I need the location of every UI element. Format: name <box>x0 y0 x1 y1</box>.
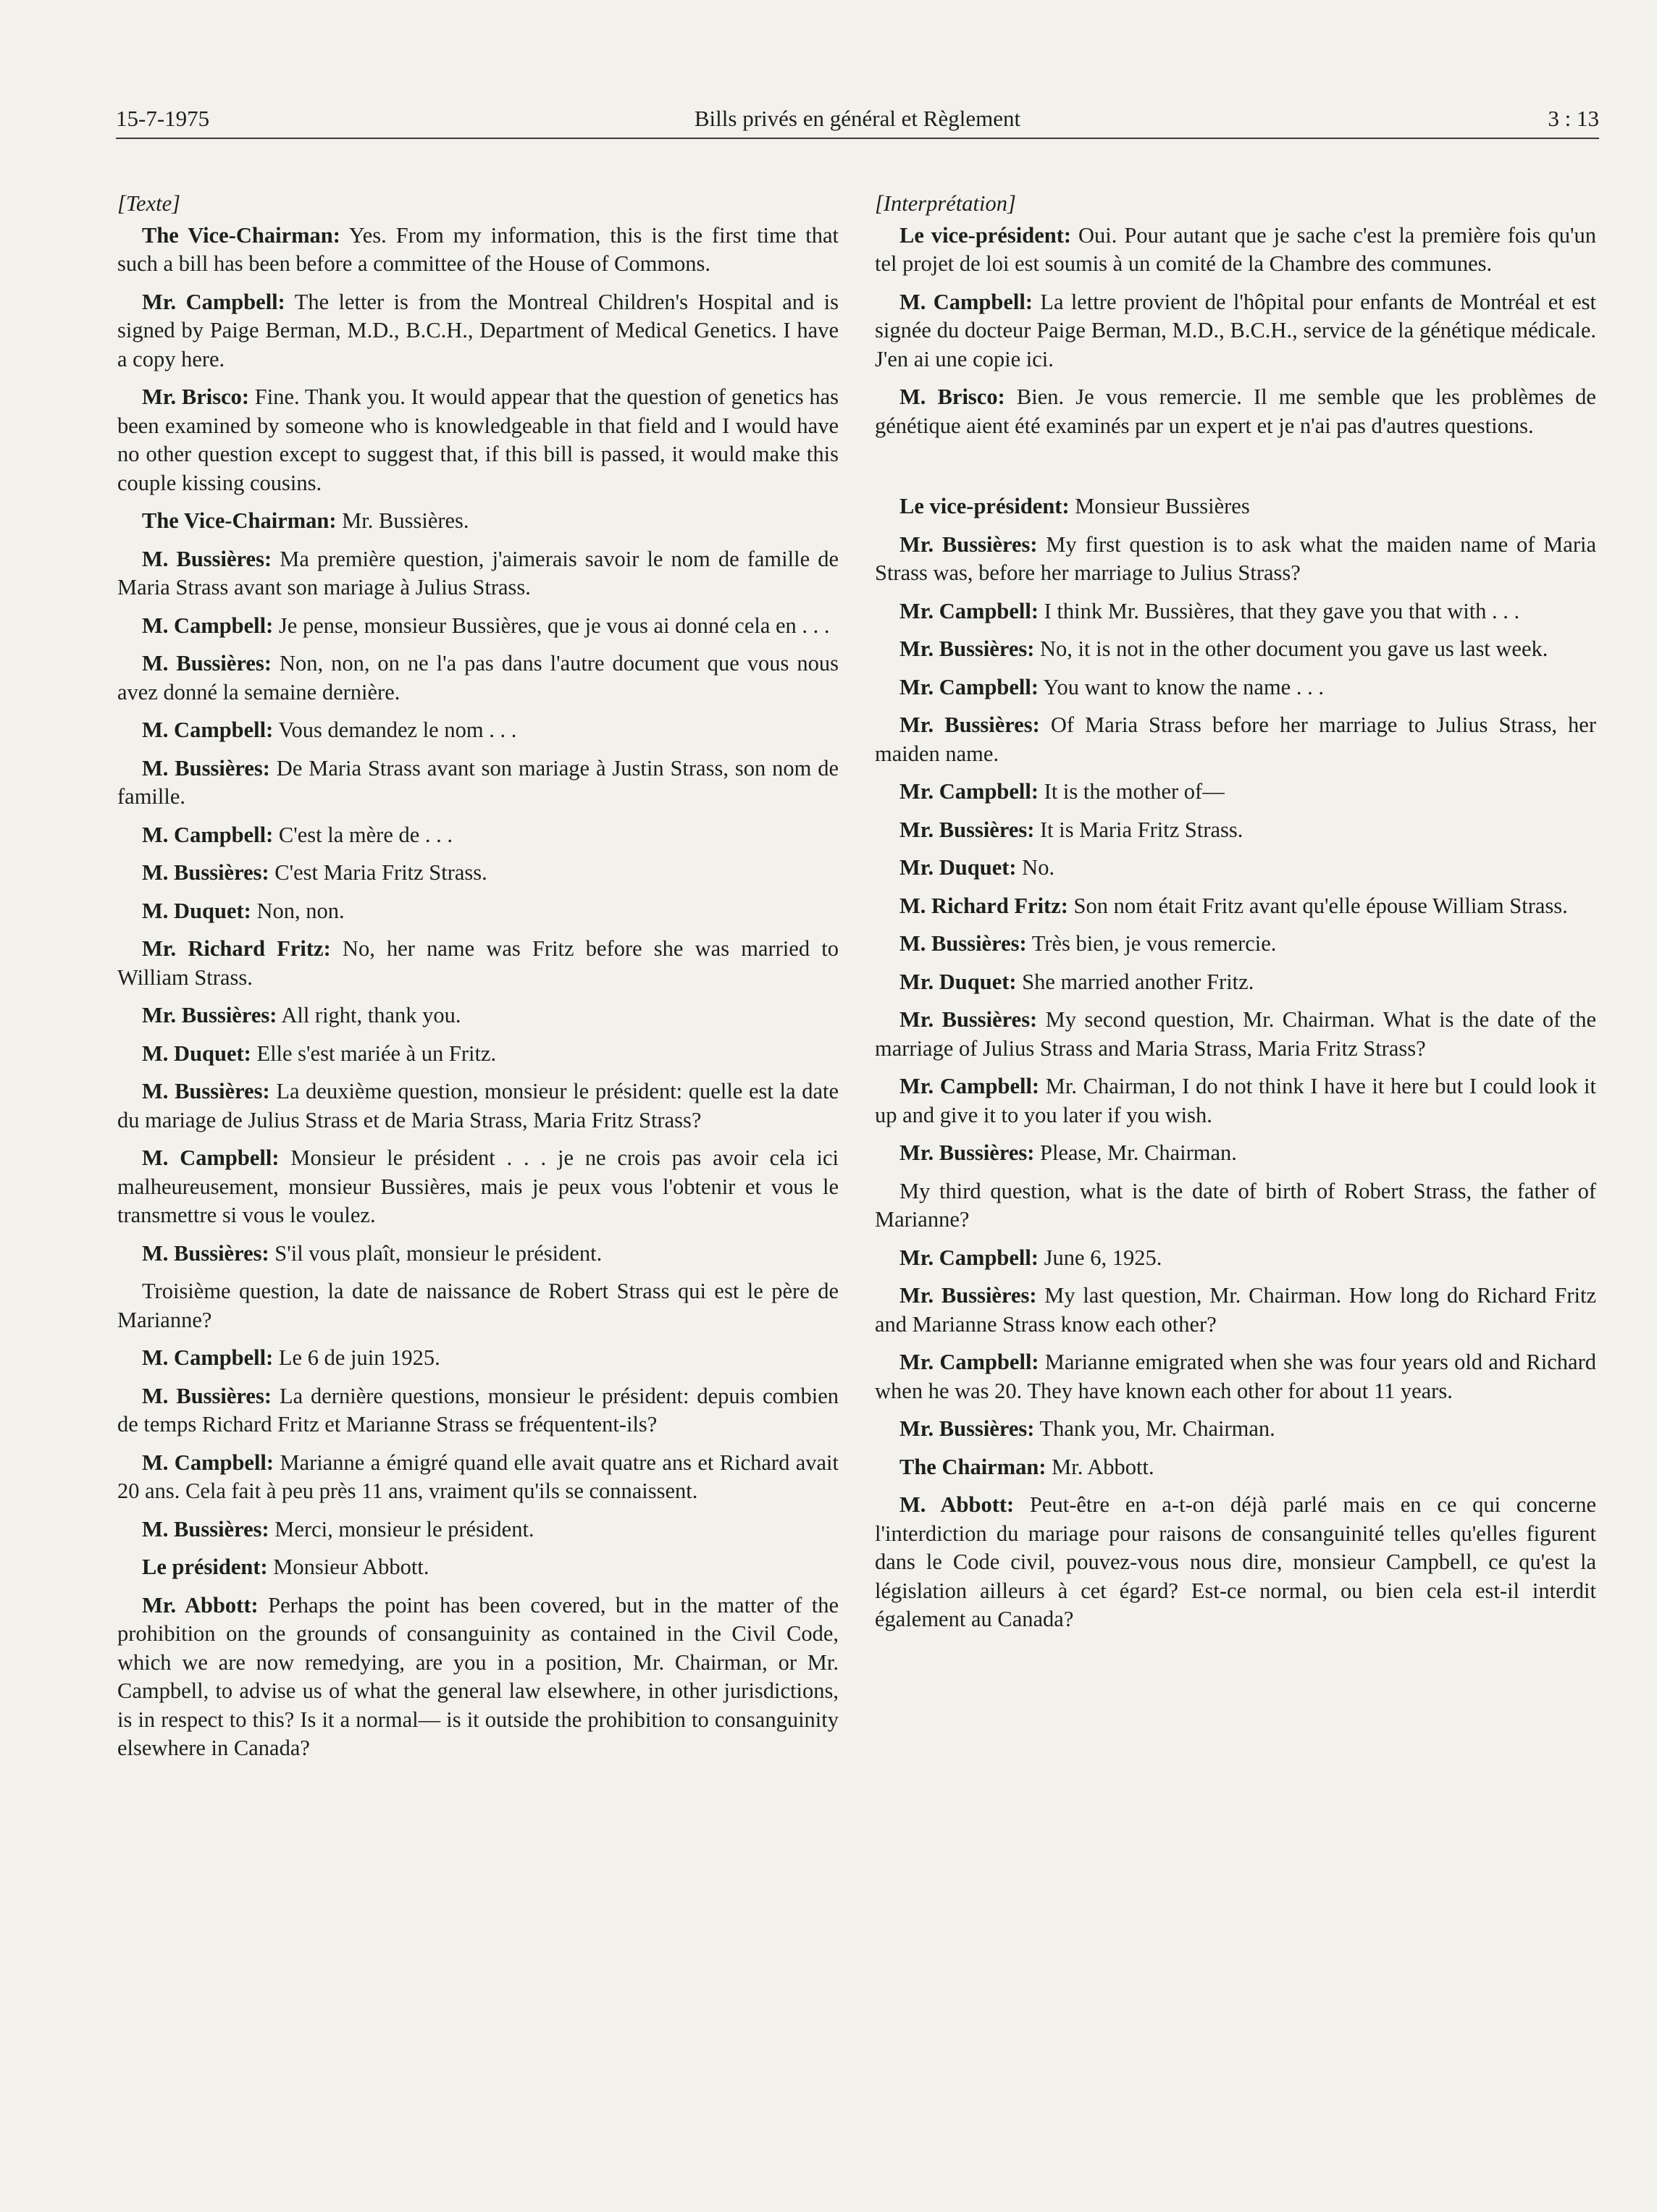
speech-text: S'il vous plaît, monsieur le président. <box>269 1240 603 1266</box>
speech-text: Peut-être en a-t-on déjà parlé mais en ce qui concerne l'interdiction du mariage pour raisons de consanguinité telles qu'elles figurent dans le Code civil, pouvez-vous nous dire, monsieur Campbell, ce qu'est la législation ailleurs à cet égard? Est-ce normal, ou bien cela est-il interdit également au Canada? <box>875 1492 1596 1631</box>
transcript-paragraph <box>117 1553 839 1582</box>
speech-text: Mr. Chairman, I do not think I have it here but I could look it up and give it to you later if you wish. <box>875 1074 1597 1127</box>
speech-text: Yes. From my information, this is the first time that such a bill has been before a committee of the House of Commons. <box>117 222 839 276</box>
transcript-paragraph <box>875 383 1596 440</box>
speech-text: Son nom était Fritz avant qu'elle épouse William Strass. <box>1067 893 1568 918</box>
transcript-paragraph <box>117 935 839 992</box>
speaker-name: Mr. Brisco: <box>142 384 250 409</box>
speech-text: Perhaps the point has been covered, but in the matter of the prohibition on the grounds of consanguinity as contained in the Civil Code, which we are now remedying, are you in a position, Mr. Chairman, or Mr. Campbell, to advise us of what the general law elsewhere, in other jurisdictions, is in respect to this? Is it a normal— is it outside the prohibition to consanguinity elsewhere in Canada? <box>117 1592 839 1760</box>
transcript-paragraph <box>875 1177 1596 1235</box>
speaker-name: M. Campbell: <box>142 1345 274 1370</box>
speaker-name: M. Duquet: <box>142 1040 251 1066</box>
speech-text: Bien. Je vous remercie. Il me semble que les problèmes de génétique aient été examinés par un expert et je n'ai pas d'autres questions. <box>875 384 1596 438</box>
transcript-paragraph <box>117 1591 839 1763</box>
speaker-name: Le président: <box>142 1555 268 1579</box>
header-date: 15-7-1975 <box>116 106 210 131</box>
speaker-name: Mr. Campbell: <box>899 779 1039 804</box>
transcript-paragraph <box>875 1139 1596 1168</box>
speech-text: All right, thank you. <box>277 1003 461 1027</box>
transcript-paragraph <box>875 930 1596 959</box>
speaker-name: M. Campbell: <box>142 822 274 847</box>
transcript-paragraph <box>117 1515 839 1544</box>
speaker-name: The Chairman: <box>899 1454 1046 1479</box>
transcript-paragraph <box>875 673 1596 702</box>
speech-text: Monsieur le président . . . je ne crois pas avoir cela ici malheureusement, monsieur Bussières, mais je peux vous l'obtenir et vous le transmettre si vous le voulez. <box>117 1145 839 1227</box>
speaker-name: M. Campbell: <box>142 1145 280 1170</box>
transcript-paragraph <box>875 854 1596 883</box>
transcript-paragraph <box>875 492 1596 521</box>
speaker-name: M. Campbell: <box>142 613 274 638</box>
transcript-paragraph <box>117 754 839 812</box>
speaker-name: M. Bussières: <box>142 546 272 571</box>
speaker-name: Mr. Campbell: <box>899 1245 1039 1270</box>
speaker-name: Le vice-président: <box>899 222 1072 248</box>
speech-text: Elle s'est mariée à un Fritz. <box>251 1040 497 1066</box>
transcript-paragraph <box>875 1491 1596 1634</box>
transcript-paragraph <box>875 1415 1596 1444</box>
speech-text: C'est la mère de . . . <box>273 822 453 847</box>
speaker-name: M. Bussières: <box>142 1240 269 1266</box>
transcript-paragraph <box>117 1277 839 1334</box>
transcript-paragraph <box>117 1382 839 1439</box>
transcript-paragraph <box>875 597 1596 626</box>
speech-text: La deuxième question, monsieur le président: quelle est la date du mariage de Julius Strass et de Maria Strass, Maria Fritz Strass? <box>117 1079 839 1132</box>
speech-text: My second question, Mr. Chairman. What is the date of the marriage of Julius Strass and Maria Strass, Maria Fritz Strass? <box>875 1007 1596 1061</box>
speech-text: Mr. Abbott. <box>1046 1454 1154 1479</box>
transcript-paragraph <box>117 716 839 745</box>
speech-text: Fine. Thank you. It would appear that the question of genetics has been examined by someone who is knowledgeable in that field and I would have no other question except to suggest that, if this bill is passed, it would make this couple kissing cousins. <box>117 384 839 495</box>
transcript-paragraph <box>875 531 1596 588</box>
speech-text: Ma première question, j'aimerais savoir le nom de famille de Maria Strass avant son mariage à Julius Strass. <box>117 546 839 600</box>
speech-text: De Maria Strass avant son mariage à Justin Strass, son nom de famille. <box>117 755 839 809</box>
speech-text: La lettre provient de l'hôpital pour enfants de Montréal et est signée du docteur Paige Berman, M.D., B.C.H., service de la génétique médicale. J'en ai une copie ici. <box>875 289 1596 371</box>
speech-text: Monsieur Abbott. <box>267 1555 429 1579</box>
speaker-name: Mr. Campbell: <box>899 1074 1040 1098</box>
speaker-name: Mr. Bussières: <box>899 1140 1035 1165</box>
speaker-name: M. Campbell: <box>142 718 274 742</box>
speaker-name: Mr. Duquet: <box>899 855 1017 880</box>
right-column-french <box>875 190 1596 1644</box>
transcript-paragraph <box>875 1282 1596 1339</box>
speaker-name: M. Duquet: <box>142 898 251 923</box>
transcript-paragraph <box>875 288 1596 374</box>
speaker-name: Mr. Campbell: <box>142 289 285 314</box>
speech-text: Marianne a émigré quand elle avait quatre ans et Richard avait 20 ans. Cela fait à peu près 11 ans, vraiment qu'ils se connaissent. <box>117 1450 839 1503</box>
speech-text: Monsieur Bussières <box>1069 494 1250 518</box>
speech-text: No. <box>1016 855 1055 880</box>
transcript-paragraph <box>875 1072 1596 1130</box>
transcript-paragraph <box>117 897 839 926</box>
speaker-name: M. Bussières: <box>142 1079 270 1103</box>
speaker-name: Mr. Bussières: <box>899 636 1035 661</box>
transcript-paragraph <box>875 968 1596 997</box>
speech-text: June 6, 1925. <box>1039 1245 1162 1270</box>
speech-text: Troisième question, la date de naissance de Robert Strass qui est le père de Marianne? <box>117 1279 839 1332</box>
speaker-name: Mr. Campbell: <box>899 1350 1039 1374</box>
transcript-paragraph <box>117 222 839 279</box>
transcript-paragraph <box>117 1344 839 1373</box>
transcript-paragraph <box>117 545 839 602</box>
page-header <box>116 106 1599 139</box>
transcript-paragraph <box>117 1240 839 1269</box>
speech-text: My last question, Mr. Chairman. How long do Richard Fritz and Marianne Strass know each other? <box>875 1283 1596 1337</box>
transcript-paragraph <box>117 821 839 850</box>
speech-text: You want to know the name . . . <box>1039 674 1324 699</box>
speech-text: It is Maria Fritz Strass. <box>1034 817 1243 842</box>
header-page-number: 3 : 13 <box>1548 106 1599 131</box>
speech-text: No, it is not in the other document you gave us last week. <box>1034 636 1548 661</box>
transcript-paragraph <box>875 1453 1596 1482</box>
speaker-name: M. Bussières: <box>142 755 270 781</box>
speaker-name: M. Bussières: <box>142 860 269 885</box>
transcript-paragraph <box>875 711 1596 768</box>
transcript-paragraph <box>875 1006 1596 1063</box>
section-tag: [Interprétation] <box>875 191 1016 216</box>
speaker-name: Le vice-président: <box>899 494 1070 518</box>
left-column-english <box>117 190 839 1772</box>
speaker-name: The Vice-Chairman: <box>142 508 337 533</box>
speaker-name: Mr. Bussières: <box>899 1283 1037 1308</box>
speech-text: I think Mr. Bussières, that they gave you that with . . . <box>1039 598 1520 623</box>
transcript-paragraph <box>117 507 839 536</box>
speech-text: Très bien, je vous remercie. <box>1026 931 1277 956</box>
transcript-paragraph <box>875 892 1596 921</box>
speaker-name: M. Richard Fritz: <box>899 893 1068 918</box>
transcript-paragraph <box>875 635 1596 664</box>
speaker-name: Mr. Bussières: <box>899 1007 1038 1032</box>
speech-text: Marianne emigrated when she was four years old and Richard when he was 20. They have known each other for about 11 years. <box>875 1350 1596 1403</box>
speaker-name: Mr. Bussières: <box>142 1003 277 1027</box>
speaker-name: M. Brisco: <box>899 384 1005 409</box>
transcript-paragraph <box>117 288 839 374</box>
speaker-name: Mr. Abbott: <box>142 1592 259 1618</box>
speaker-name: M. Campbell: <box>899 289 1033 314</box>
transcript-paragraph <box>875 222 1596 279</box>
speaker-name: M. Bussières: <box>899 931 1027 956</box>
speech-text: Mr. Bussières. <box>336 508 469 533</box>
speaker-name: Mr. Campbell: <box>899 598 1039 623</box>
transcript-paragraph <box>117 649 839 707</box>
speaker-name: M. Bussières: <box>142 1516 269 1542</box>
speaker-name: Mr. Bussières: <box>899 531 1038 557</box>
transcript-paragraph <box>875 1348 1596 1405</box>
speech-text: Oui. Pour autant que je sache c'est la première fois qu'un tel projet de loi est soumis à un comité de la Chambre des communes. <box>875 222 1596 276</box>
speech-text: She married another Fritz. <box>1016 969 1254 994</box>
speech-text: Non, non, on ne l'a pas dans l'autre document que vous nous avez donné la semaine dernière. <box>117 651 839 705</box>
transcript-paragraph <box>117 612 839 641</box>
transcript-paragraph <box>875 778 1596 807</box>
transcript-paragraph <box>117 383 839 497</box>
transcript-paragraph <box>117 1077 839 1135</box>
transcript-paragraph <box>875 1244 1596 1273</box>
speech-text: My first question is to ask what the maiden name of Maria Strass was, before her marriage to Julius Strass? <box>875 531 1596 585</box>
speaker-name: M. Bussières: <box>142 1383 272 1408</box>
speaker-name: M. Campbell: <box>142 1450 274 1475</box>
speaker-name: M. Bussières: <box>142 651 272 676</box>
speech-text: Please, Mr. Chairman. <box>1034 1140 1237 1165</box>
speech-text: Non, non. <box>251 898 345 923</box>
speaker-name: Mr. Duquet: <box>899 969 1017 994</box>
speaker-name: The Vice-Chairman: <box>142 222 340 248</box>
speaker-name: M. Abbott: <box>899 1492 1015 1517</box>
speech-text: No, her name was Fritz before she was married to William Strass. <box>117 936 839 990</box>
transcript-paragraph <box>117 1449 839 1506</box>
transcript-paragraph <box>875 816 1596 845</box>
speaker-name: Mr. Bussières: <box>899 1416 1035 1441</box>
speech-text: Of Maria Strass before her marriage to Julius Strass, her maiden name. <box>875 712 1596 766</box>
speech-text: Le 6 de juin 1925. <box>273 1345 440 1370</box>
transcript-paragraph <box>117 1001 839 1030</box>
speech-text: My third question, what is the date of birth of Robert Strass, the father of Marianne? <box>875 1178 1596 1232</box>
section-tag: [Texte] <box>117 191 180 216</box>
speech-text: Merci, monsieur le président. <box>269 1516 534 1542</box>
transcript-paragraph <box>117 1144 839 1230</box>
speaker-name: Mr. Bussières: <box>899 817 1035 842</box>
speech-text: Je pense, monsieur Bussières, que je vous ai donné cela en . . . <box>273 613 830 638</box>
speech-text: Thank you, Mr. Chairman. <box>1034 1416 1275 1441</box>
speaker-name: Mr. Richard Fritz: <box>142 936 331 961</box>
speech-text: It is the mother of— <box>1039 779 1225 804</box>
speaker-name: Mr. Campbell: <box>899 674 1039 699</box>
header-title: Bills privés en général et Règlement <box>694 106 1021 131</box>
transcript-paragraph <box>117 1040 839 1069</box>
speech-text: C'est Maria Fritz Strass. <box>269 860 487 885</box>
speech-text: Vous demandez le nom . . . <box>273 718 517 742</box>
speech-text: La dernière questions, monsieur le président: depuis combien de temps Richard Fritz et Marianne Strass se fréquentent-ils? <box>117 1383 839 1437</box>
transcript-paragraph <box>117 859 839 888</box>
speech-text: The letter is from the Montreal Children's Hospital and is signed by Paige Berman, M.D., B.C.H., Department of Medical Genetics. I have a copy here. <box>117 289 839 371</box>
speaker-name: Mr. Bussières: <box>899 712 1040 737</box>
